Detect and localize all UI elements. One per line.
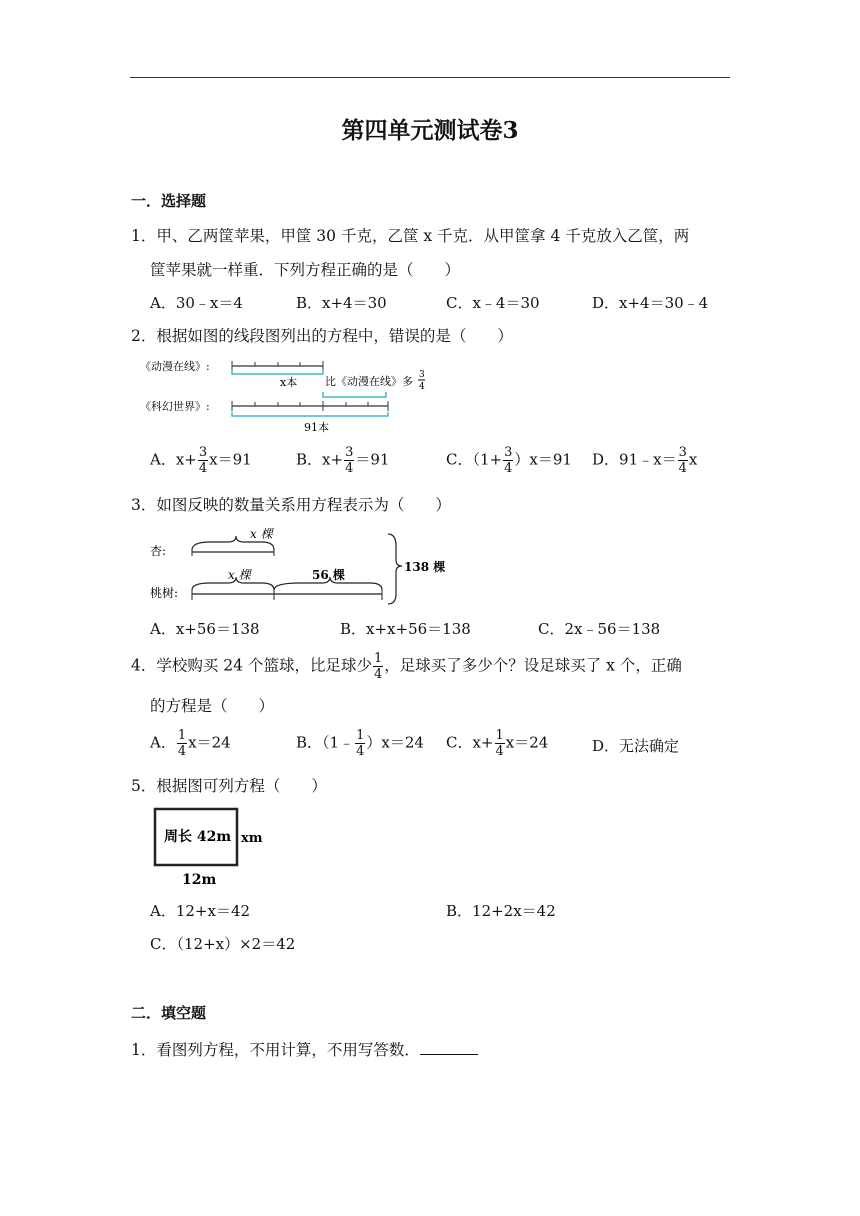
q2-option-b-post: ＝91 [355,450,390,469]
fraction [373,652,383,681]
page-title: 第四单元测试卷3 [341,117,519,144]
q3-option-b[interactable]: B．x+x+56＝138 [340,620,471,638]
q4-line1-pre: 4．学校购买 24 个篮球，比足球少 [131,656,372,675]
section-heading-choice: 一．选择题 [131,192,207,210]
q2-option-a-pre: A．x+ [150,450,197,469]
q4-option-c-post: x＝24 [505,733,549,752]
fraction-denominator: 4 [495,744,504,759]
fraction [344,446,354,475]
q3-peach-label: 桃树: [150,586,179,600]
q3-x-label-2: x 棵 [228,568,251,582]
q4-option-c[interactable] [446,729,548,758]
q5-text: 5．根据图可列方程（ ） [131,777,327,795]
q2-row1-label: 《动漫在线》: [140,360,210,373]
fraction-numerator: 1 [356,728,365,743]
q5-perimeter-label: 周长 42m [164,829,232,845]
q2-option-d-pre: D．91﹣x＝ [592,450,677,469]
fraction [355,729,365,758]
q3-text: 3．如图反映的数量关系用方程表示为（ ） [131,496,451,514]
fraction-denominator: 4 [356,744,365,759]
q4-option-d[interactable]: D．无法确定 [592,737,680,755]
fraction-denominator: 4 [345,461,354,476]
q2-more-frac-n: 3 [419,370,425,380]
fraction-denominator: 4 [504,461,513,476]
q4-option-a[interactable] [150,729,231,758]
fraction-denominator: 4 [678,461,687,476]
q2-segment-diagram [140,352,450,438]
q2-option-a-post: x＝91 [209,450,252,469]
q3-x-label-1: x 棵 [250,527,273,541]
q2-option-d-post: x [688,450,698,469]
q2-option-b-pre: B．x+ [296,450,344,469]
q3-option-c[interactable]: C．2x﹣56＝138 [538,620,661,638]
fraction [503,446,513,475]
fraction [495,729,505,758]
fraction-numerator: 1 [495,728,504,743]
q2-row2-label: 《科幻世界》: [140,400,210,413]
q2-row1-brace-label: x本 [280,376,298,389]
q2-text: 2．根据如图的线段图列出的方程中，错误的是（ ） [131,327,513,345]
q2-option-c-pre: C．（1+ [446,450,503,469]
fill1-answer-blank[interactable] [420,1040,478,1055]
fraction-denominator: 4 [198,461,208,476]
q4-line1-post: ，足球买了多少个？设足球买了 x 个，正确 [384,656,682,675]
q2-option-a[interactable] [150,446,252,475]
q1-option-c[interactable]: C．x﹣4＝30 [446,294,540,312]
q3-apricot-label: 杏: [150,544,167,558]
q2-option-c-post: ）x＝91 [514,450,572,469]
q4-text-line1 [131,652,682,681]
q2-option-c[interactable] [446,446,572,475]
fraction-numerator: 1 [177,728,187,743]
q5-option-c[interactable]: C．（12+x）×2＝42 [150,935,296,953]
fraction-denominator: 4 [373,667,383,682]
q5-option-a[interactable]: A．12+x＝42 [150,902,251,920]
q4-option-a-post: x＝24 [188,733,231,752]
q1-text-line2: 筐苹果就一样重．下列方程正确的是（ ） [150,261,461,279]
q4-option-b-pre: B．（1﹣ [296,733,355,752]
top-rule [130,77,730,78]
fraction [198,446,208,475]
q3-segment-diagram [150,524,450,608]
q4-option-b-post: ）x＝24 [366,733,424,752]
q4-option-a-pre: A． [150,733,176,752]
q2-option-b[interactable] [296,446,389,475]
fraction-numerator: 3 [345,445,354,460]
q1-option-b[interactable]: B．x+4＝30 [296,294,387,312]
q2-more-label: 比《动漫在线》多 [325,375,413,388]
q5-option-b[interactable]: B．12+2x＝42 [446,902,556,920]
fraction-numerator: 3 [198,445,208,460]
q2-option-d[interactable] [592,446,697,475]
fraction [678,446,688,475]
fill1-text-content: 1．看图列方程，不用计算，不用写答数． [131,1041,420,1059]
q4-option-c-pre: C．x+ [446,733,494,752]
q3-extra-label: 56 棵 [312,568,345,582]
q5-side-label: xm [241,831,263,846]
q3-total-label: 138 棵 [404,560,446,574]
fraction-denominator: 4 [177,744,187,759]
section-heading-fill: 二．填空题 [131,1004,207,1022]
fill1-text [131,1038,478,1062]
q1-option-a[interactable]: A．30﹣x＝4 [150,294,243,312]
fraction-numerator: 1 [373,651,383,666]
q2-more-frac-d: 4 [419,382,425,392]
q1-option-d[interactable]: D．x+4＝30﹣4 [592,294,709,312]
q3-option-a[interactable]: A．x+56＝138 [150,620,260,638]
q4-option-b[interactable] [296,729,424,758]
fraction [177,729,187,758]
q2-row2-brace-label: 91本 [304,421,329,434]
q5-rectangle-diagram [150,806,280,890]
q1-text-line1: 1．甲、乙两筐苹果，甲筐 30 千克，乙筐 x 千克．从甲筐拿 4 千克放入乙筐，两 [131,227,690,245]
fraction-numerator: 3 [678,445,687,460]
q4-text-line2: 的方程是（ ） [150,697,275,715]
fraction-numerator: 3 [504,445,513,460]
q5-bottom-label: 12m [182,872,217,888]
